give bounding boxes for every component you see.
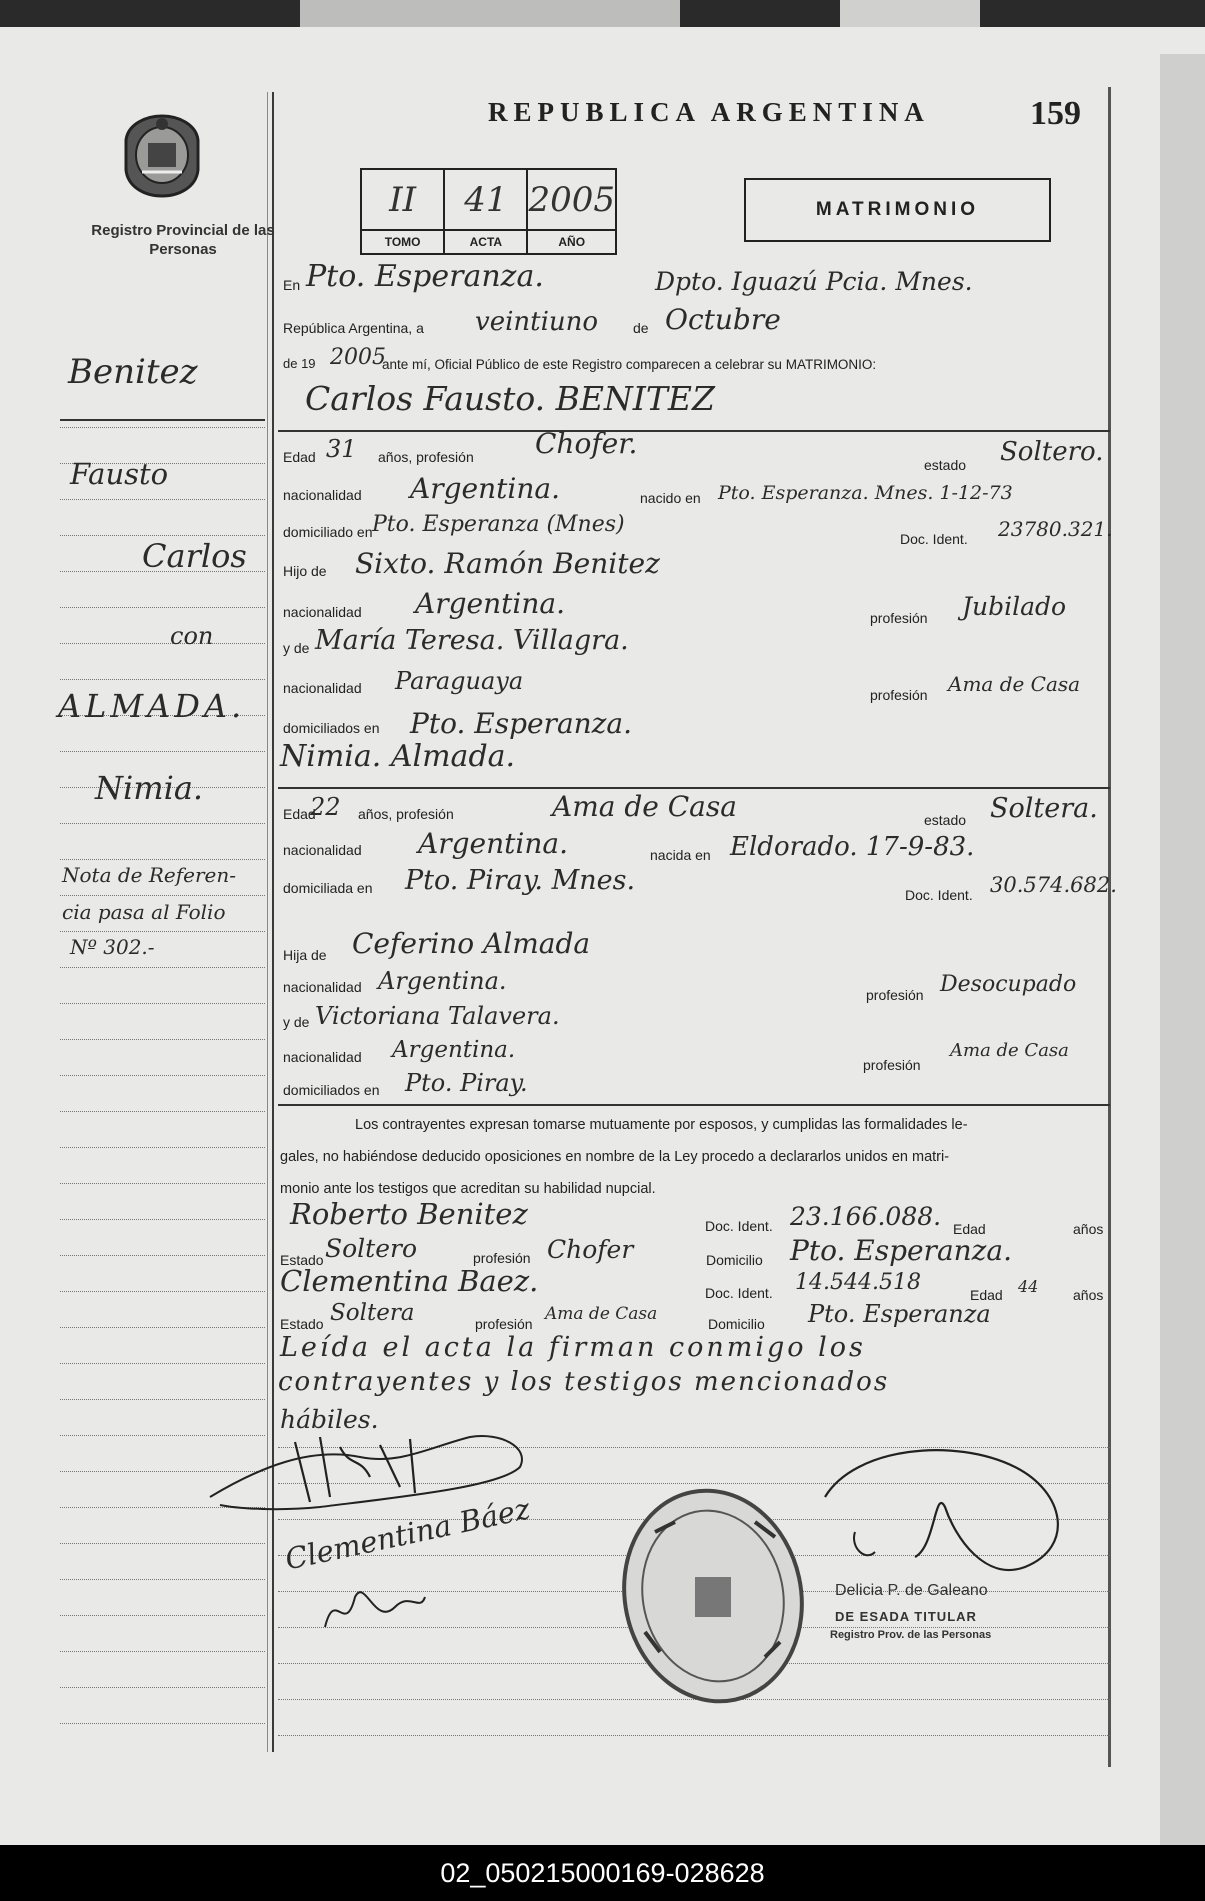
official-office: Registro Prov. de las Personas — [830, 1629, 992, 1641]
country-heading: REPUBLICA ARGENTINA — [488, 97, 930, 127]
groom-father-nat: Argentina. — [415, 587, 565, 620]
republica-label: República Argentina, a — [283, 320, 424, 336]
year-value: 2005 — [330, 345, 386, 370]
witness2-edad-label: Edad — [970, 1287, 1003, 1303]
margin-ruled-line — [60, 1291, 265, 1292]
page-number: 159 — [1030, 95, 1081, 132]
margin-line-4: ALMADA. — [58, 687, 246, 725]
witness2-prof-label: profesión — [475, 1316, 533, 1332]
groom-nacido-label: nacido en — [640, 490, 701, 506]
groom-nacionalidad-label: nacionalidad — [283, 487, 362, 503]
anio-cell — [528, 170, 615, 253]
margin-ruled-line — [60, 1615, 265, 1616]
witness2-prof: Ama de Casa — [545, 1304, 658, 1324]
bride-doc-label: Doc. Ident. — [905, 887, 973, 903]
margin-ruled-line — [60, 1111, 265, 1112]
month-value: Octubre — [665, 303, 781, 336]
signature-initials — [315, 1567, 435, 1647]
witness1-estado: Soltero — [325, 1234, 418, 1263]
groom-mother-prof: Ama de Casa — [948, 672, 1081, 696]
place-value: Pto. Esperanza. — [306, 259, 544, 294]
tomo-label: TOMO — [362, 229, 443, 253]
page-right-rule — [1108, 87, 1111, 1767]
bride-age: 22 — [310, 793, 341, 821]
margin-ruled-line — [60, 607, 265, 608]
margin-ruled-line — [60, 535, 265, 536]
record-type-box: MATRIMONIO — [744, 178, 1051, 242]
scan-id-footer: 02_050215000169-028628 — [0, 1845, 1205, 1901]
margin-ruled-line — [60, 895, 265, 896]
margin-ruled-line — [60, 859, 265, 860]
margin-ruled-line — [60, 427, 265, 428]
margin-ruled-line — [60, 751, 265, 752]
official-stamp-icon — [615, 1482, 811, 1710]
bride-parents-dom: Pto. Piray. — [405, 1069, 528, 1097]
intro-text: ante mí, Oficial Público de este Registro comparecen a celebrar su MATRIMONIO: — [382, 357, 877, 372]
legal-line-3: monio ante los testigos que acreditan su habilidad nupcial. — [280, 1181, 656, 1197]
bride-domiciliada-label: domiciliada en — [283, 880, 373, 896]
groom-mother-nat-label: nacionalidad — [283, 680, 362, 696]
margin-ruled-line — [60, 1183, 265, 1184]
margin-ruled-line — [60, 1075, 265, 1076]
witness1-name: Roberto Benitez — [290, 1197, 528, 1231]
bride-name: Nimia. Almada. — [280, 739, 516, 774]
groom-estado: Soltero. — [1000, 437, 1104, 467]
bride-estado-label: estado — [924, 812, 967, 828]
margin-note-1: Nota de Referen- — [62, 863, 237, 887]
bride-domicile: Pto. Piray. Mnes. — [405, 865, 636, 896]
bride-father-prof-label: profesión — [866, 987, 924, 1003]
tomo-value: II — [389, 179, 417, 220]
margin-line-1: Fausto — [70, 457, 169, 491]
witness2-estado: Soltera — [330, 1300, 415, 1326]
margin-ruled-line — [60, 1579, 265, 1580]
closing-line-3: hábiles. — [280, 1405, 379, 1434]
register-page — [0, 27, 1205, 1845]
witness1-estado-label: Estado — [280, 1252, 324, 1268]
record-box — [360, 168, 617, 255]
bride-separator — [278, 787, 1110, 789]
closing-line-2: contrayentes y los testigos mencionados — [278, 1367, 890, 1397]
anio-label: AÑO — [528, 229, 615, 253]
acta-cell — [445, 170, 528, 253]
margin-ruled-line — [60, 1039, 265, 1040]
witness2-doc-label: Doc. Ident. — [705, 1285, 773, 1301]
groom-father-prof-label: profesión — [870, 610, 928, 626]
margin-ruled-line — [60, 1147, 265, 1148]
margin-ruled-line — [60, 1543, 265, 1544]
witness1-doc: 23.166.088. — [790, 1202, 942, 1231]
witness1-prof-label: profesión — [473, 1250, 531, 1266]
margin-ruled-line — [60, 1651, 265, 1652]
witness2-dom: Pto. Esperanza — [808, 1300, 991, 1328]
acta-value: 41 — [464, 179, 508, 220]
bride-mother-nat-label: nacionalidad — [283, 1049, 362, 1065]
groom-doc: 23780.321. — [998, 517, 1113, 541]
witness1-doc-label: Doc. Ident. — [705, 1218, 773, 1234]
groom-domicile: Pto. Esperanza (Mnes) — [372, 512, 625, 537]
bride-mother-nat: Argentina. — [392, 1037, 516, 1063]
margin-ruled-line — [60, 1399, 265, 1400]
bride-profession: Ama de Casa — [552, 790, 737, 823]
margin-line-5: Nimia. — [95, 769, 204, 807]
witness1-edad-label: Edad — [953, 1221, 986, 1237]
groom-doc-label: Doc. Ident. — [900, 531, 968, 547]
margin-ruled-line — [60, 967, 265, 968]
bride-nacionalidad-label: nacionalidad — [283, 842, 362, 858]
groom-birth: Pto. Esperanza. Mnes. 1-12-73 — [718, 482, 1013, 504]
groom-father-nat-label: nacionalidad — [283, 604, 362, 620]
margin-ruled-line — [60, 499, 265, 500]
margin-ruled-line — [60, 1255, 265, 1256]
groom-y-de-label: y de — [283, 640, 310, 656]
body-ruled-line — [278, 1735, 1110, 1736]
groom-nationality: Argentina. — [410, 472, 560, 505]
top-scan-strip — [0, 0, 1205, 27]
bride-doc: 30.574.682. — [990, 873, 1117, 897]
de-label: de — [633, 320, 649, 336]
witness2-age: 44 — [1018, 1277, 1039, 1296]
groom-edad-label: Edad — [283, 449, 316, 465]
witness2-dom-label: Domicilio — [708, 1316, 765, 1332]
groom-anios-label: años, profesión — [378, 449, 474, 465]
bride-father-nat: Argentina. — [378, 967, 507, 995]
witness1-dom: Pto. Esperanza. — [790, 1234, 1013, 1267]
official-title: DE ESADA TITULAR — [835, 1609, 977, 1624]
margin-note-2: cia pasa al Folio — [62, 900, 226, 924]
bride-edad-label: Edad — [283, 806, 316, 822]
witness1-prof: Chofer — [547, 1235, 634, 1264]
signature-official — [795, 1437, 1095, 1587]
groom-father-prof: Jubilado — [962, 592, 1067, 621]
margin-ruled-line — [60, 1219, 265, 1220]
margin-ruled-line — [60, 1327, 265, 1328]
margin-ruled-line — [60, 1687, 265, 1688]
bride-estado: Soltera. — [990, 793, 1098, 824]
legal-line-2: gales, no habiéndose deducido oposiciones en nombre de la Ley procedo a declararlos unidos en matri- — [280, 1149, 950, 1165]
margin-line-3: con — [170, 622, 214, 650]
signature-witness: Clementina Báez — [282, 1491, 533, 1577]
scan-artifact — [300, 0, 680, 27]
margin-note-3: Nº 302.- — [70, 935, 155, 959]
witness1-anios-label: años — [1073, 1221, 1104, 1237]
bride-mother-prof-label: profesión — [863, 1057, 921, 1073]
closing-line-1: Leída el acta la firman conmigo los — [280, 1332, 866, 1363]
margin-ruled-line — [60, 643, 265, 644]
margin-separator — [60, 419, 265, 421]
groom-hijo-label: Hijo de — [283, 563, 327, 579]
bride-father-nat-label: nacionalidad — [283, 979, 362, 995]
bride-birth: Eldorado. 17-9-83. — [730, 832, 975, 862]
witness2-name: Clementina Baez. — [280, 1264, 539, 1298]
margin-ruled-line — [60, 823, 265, 824]
bride-father: Ceferino Almada — [352, 927, 591, 960]
scan-artifact — [840, 0, 980, 27]
bride-nacida-label: nacida en — [650, 847, 711, 863]
margin-ruled-line — [60, 679, 265, 680]
witness2-doc: 14.544.518 — [795, 1270, 921, 1295]
bride-domiciliados-label: domiciliados en — [283, 1082, 380, 1098]
bride-y-de-label: y de — [283, 1014, 310, 1030]
bride-mother-prof: Ama de Casa — [950, 1040, 1069, 1061]
page-edge-shade — [1160, 54, 1205, 1872]
groom-domiciliados-label: domiciliados en — [283, 720, 380, 736]
official-name: Delicia P. de Galeano — [835, 1582, 988, 1599]
bride-mother: Victoriana Talavera. — [315, 1002, 560, 1030]
acta-label: ACTA — [445, 229, 526, 253]
groom-age: 31 — [326, 435, 357, 463]
margin-ruled-line — [60, 931, 265, 932]
groom-domiciliado-label: domiciliado en — [283, 524, 373, 540]
day-value: veintiuno — [475, 307, 599, 337]
dpto-value: Dpto. Iguazú Pcia. Mnes. — [655, 267, 973, 296]
bride-anios-label: años, profesión — [358, 806, 454, 822]
tomo-cell — [362, 170, 445, 253]
bride-hija-label: Hija de — [283, 947, 327, 963]
groom-profession: Chofer. — [535, 427, 638, 460]
groom-name: Carlos Fausto. BENITEZ — [305, 379, 715, 418]
groom-parents-dom: Pto. Esperanza. — [410, 707, 633, 740]
groom-estado-label: estado — [924, 457, 967, 473]
witness1-dom-label: Domicilio — [706, 1252, 763, 1268]
de19-label: de 19 — [283, 356, 316, 371]
margin-ruled-line — [60, 1363, 265, 1364]
bride-father-prof: Desocupado — [940, 972, 1077, 997]
groom-mother-prof-label: profesión — [870, 687, 928, 703]
margin-line-2: Carlos — [142, 537, 247, 575]
bride-nationality: Argentina. — [418, 827, 568, 860]
margin-ruled-line — [60, 1723, 265, 1724]
legal-line-1: Los contrayentes expresan tomarse mutuamente por esposos, y cumplidas las formalidades le- — [355, 1117, 968, 1133]
registry-label: Registro Provincial de las Personas — [91, 222, 275, 258]
legal-separator — [278, 1104, 1110, 1106]
witness2-anios-label: años — [1073, 1287, 1104, 1303]
coat-of-arms-icon — [118, 110, 206, 200]
margin-ruled-line — [60, 1003, 265, 1004]
margin-surname: Benitez — [68, 352, 198, 392]
en-label: En — [283, 277, 301, 293]
groom-mother: María Teresa. Villagra. — [315, 625, 629, 656]
groom-father: Sixto. Ramón Benitez — [355, 547, 660, 580]
groom-mother-nat: Paraguaya — [395, 667, 524, 695]
groom-separator — [278, 430, 1110, 432]
anio-value: 2005 — [528, 179, 615, 220]
witness2-estado-label: Estado — [280, 1316, 324, 1332]
